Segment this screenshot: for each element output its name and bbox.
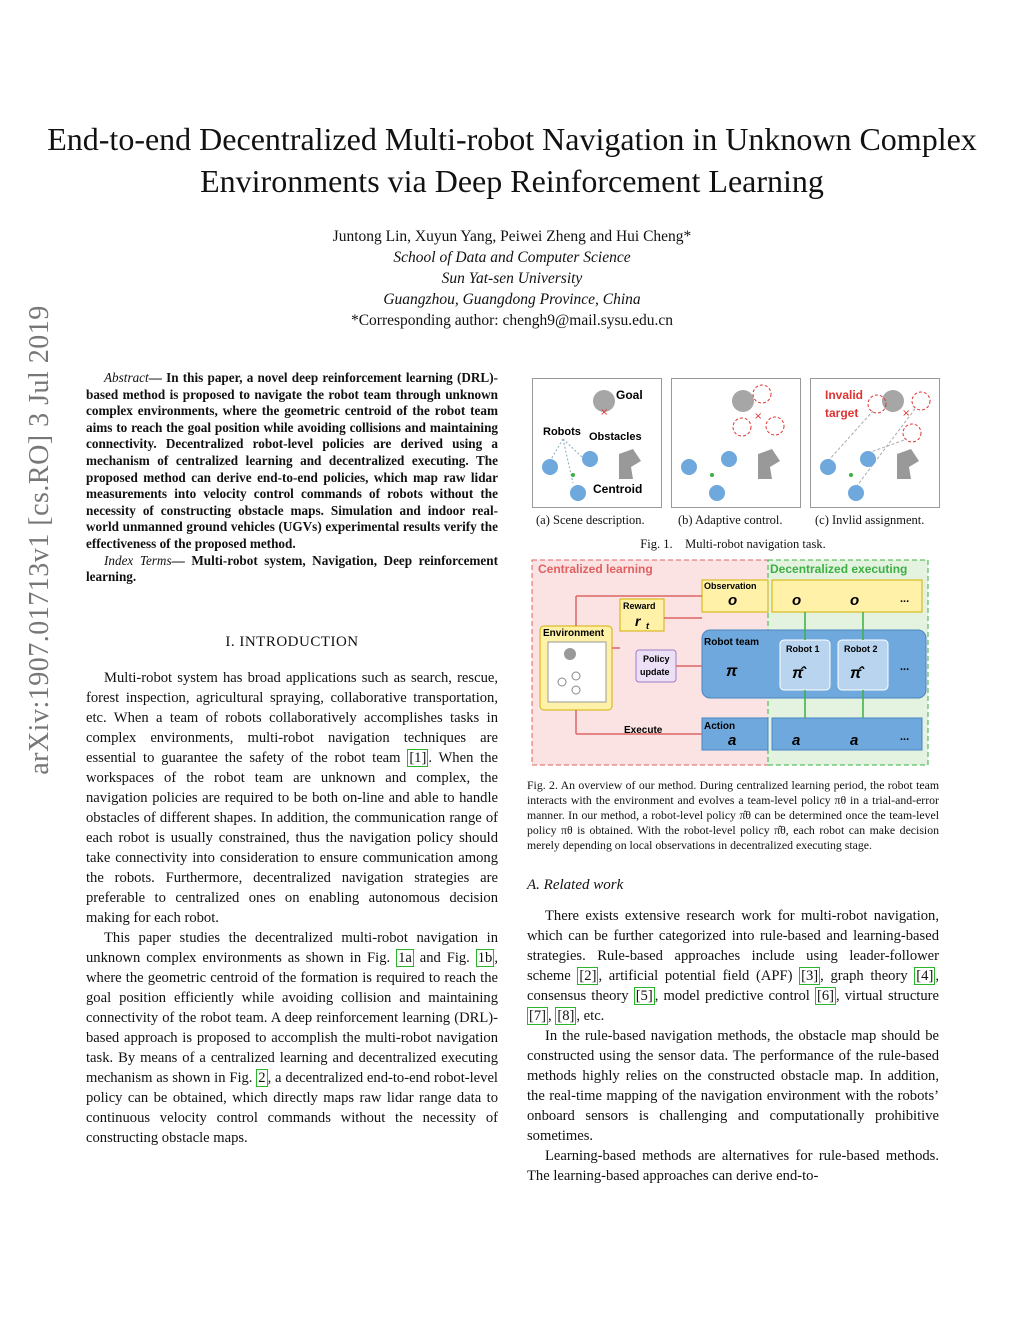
fig1-panel-b xyxy=(671,378,801,508)
reward-subscript: t xyxy=(646,621,649,631)
adaptive-control-diagram xyxy=(672,379,800,507)
affiliation-2: Sun Yat-sen University xyxy=(441,270,583,287)
fig1-panel-c xyxy=(810,378,940,508)
fig1-panel-a xyxy=(532,378,662,508)
intro-paragraph-2: This paper studies the decentralized multi-robot navigation in unknown complex environments as shown in Fig. 1a and Fig. 1b , where the geometric centroid of the formation is required to reach the goal position efficiently while avoiding collision and maintaining connectivity of the robot team. A deep reinforcement learning (DRL)-based approach is proposed to accomplish the multi-robot navigation task. By means of a centralized learning and decentralized executing mechanism as shown in Fig. 2 , a decentralized end-to-end robot-level policy can be obtained, which directly maps raw lidar range data to continuous velocity control commands without the necessity of constructing obstacle maps. xyxy=(86,930,498,1146)
svg-text:×: × xyxy=(754,411,763,422)
citation-link[interactable]: [3] xyxy=(801,968,819,984)
abstract xyxy=(86,370,498,586)
author-block xyxy=(40,226,984,331)
obstacles-label: Obstacles xyxy=(589,431,642,443)
execute-label: Execute xyxy=(624,725,663,736)
reward-label: Reward xyxy=(623,601,656,611)
figure-link[interactable]: 1b xyxy=(477,950,493,966)
robot-marker xyxy=(570,485,586,501)
citation-link[interactable]: [7] xyxy=(529,1008,547,1024)
target-label: target xyxy=(825,406,859,420)
decentralized-label: Decentralized executing xyxy=(770,562,908,576)
svg-text:a: a xyxy=(792,732,801,749)
citation-link[interactable]: [4] xyxy=(916,968,934,984)
fig2-diagram xyxy=(530,558,930,768)
figure-link[interactable]: 2 xyxy=(258,1070,266,1086)
svg-text:×: × xyxy=(600,407,609,418)
robot1-label: Robot 1 xyxy=(786,644,820,654)
svg-text:π̂: π̂ xyxy=(792,665,804,682)
policy-update-label: Policy xyxy=(643,654,670,664)
fig2-caption: Fig. 2. An overview of our method. During centralized learning period, the robot team interacts with the environment and evolves a team-level policy πθ in a trial-and-error manner. In our method, a robot-level policy π̂θ can be determined once the team-level policy πθ is obtained. With the robot-level policy π̂θ, each robot can make decision merely depending on local observations in decentralized executing stage. xyxy=(527,778,939,852)
fig1a-subcaption: (a) Scene description. xyxy=(536,513,645,527)
paper-title: End-to-end Decentralized Multi-robot Navigation in Unknown Complex Environments via Deep Reinforcement Learning xyxy=(47,121,977,199)
abstract-text: — In this paper, a novel deep reinforcement learning (DRL)-based method is proposed to navigate the robot team through unknown complex environments, where the geometric centroid of the robot team aims to reach the goal position while avoiding collisions and maintaining connectivity. Decentralized robot-level policies are derived using a mechanism of centralized learning and decentralized executing. The proposed method can derive end-to-end policies, which map raw lidar measurements into velocity control commands of robots without the necessity of constructing obstacle maps. Simulation and indoor real-world unmanned ground vehicles (UGVs) experimental results verify the effectiveness of the proposed method. xyxy=(86,370,498,551)
svg-text:a: a xyxy=(728,732,737,749)
figure-link[interactable]: 1a xyxy=(398,950,412,966)
reward-symbol: r xyxy=(635,613,641,629)
citation-link[interactable]: [8] xyxy=(557,1008,575,1024)
citation-link[interactable]: [5] xyxy=(635,988,653,1004)
fig1-caption: Fig. 1. Multi-robot navigation task. xyxy=(640,537,826,551)
action-label: Action xyxy=(704,721,736,732)
index-terms-label: Index Terms xyxy=(104,552,172,568)
ellipsis: ... xyxy=(900,593,910,605)
svg-text:...: ... xyxy=(900,661,910,673)
centroid-label: Centroid xyxy=(593,482,643,496)
robots-label: Robots xyxy=(543,426,581,438)
arxiv-stamp xyxy=(20,140,60,940)
section-heading: I. INTRODUCTION xyxy=(225,634,359,650)
svg-text:a: a xyxy=(850,732,859,749)
fig1c-subcaption: (c) Invlid assignment. xyxy=(815,513,925,527)
intro-paragraph-1: Multi-robot system has broad applications such as search, rescue, forest inspection, agricultural spraying, collaborative transportation, etc. When a team of robots collaboratively accomplishes tasks in complex environments, multi-robot navigation techniques are essential to guarantee the safety of the robot team [1] . When the workspaces of the robot team are unknown and complex, the navigation policies are required to be both on-line and able to handle obstacles of different shapes. In addition, the communication range of each robot is usually constrained, thus the navigation policy should take connectivity into consideration to ensure communication among the robots. Furthermore, decentralized navigation strategies are preferable to centralized ones on enabling autonomous decision making for each robot. xyxy=(86,670,498,926)
svg-text:...: ... xyxy=(900,731,910,743)
affiliation-3: Guangzhou, Guangdong Province, China xyxy=(383,291,641,308)
robot2-label: Robot 2 xyxy=(844,644,878,654)
introduction-body xyxy=(86,668,498,1148)
svg-text:π: π xyxy=(726,663,738,680)
citation-link[interactable]: [1] xyxy=(409,750,427,766)
svg-text:π̂: π̂ xyxy=(850,665,862,682)
citation-link[interactable]: [6] xyxy=(816,988,834,1004)
svg-text:o: o xyxy=(728,592,738,609)
goal-label: Goal xyxy=(616,388,643,402)
robot-marker xyxy=(582,451,598,467)
authors: Juntong Lin, Xuyun Yang, Peiwei Zheng and Hui Cheng* xyxy=(332,228,692,245)
scene-description-diagram xyxy=(533,379,661,507)
arxiv-id: arXiv:1907.01713v1 [cs.RO] 3 Jul 2019 xyxy=(24,305,55,775)
related-paragraph-1: There exists extensive research work for multi-robot navigation, which can be further categorized into rule-based and learning-based strategies. Rule-based approaches include using leader-follower scheme [2] , artificial potential field (APF) [3] , graph theory [4] , consensus theory [5] , model predictive control [6] , virtual structure [7] , [8] , etc. xyxy=(527,908,939,1024)
centralized-label: Centralized learning xyxy=(538,562,653,576)
abstract-label: Abstract xyxy=(104,370,149,385)
robot-marker xyxy=(542,459,558,475)
related-work-body xyxy=(527,906,939,1186)
affiliation-1: School of Data and Computer Science xyxy=(393,249,631,266)
svg-text:o: o xyxy=(850,592,860,609)
fig1b-subcaption: (b) Adaptive control. xyxy=(678,513,783,527)
invalid-label: Invalid xyxy=(825,388,864,402)
invalid-assignment-diagram xyxy=(811,379,939,507)
citation-link[interactable]: [2] xyxy=(579,968,597,984)
robot-team-label: Robot team xyxy=(704,637,759,648)
environment-label: Environment xyxy=(543,628,605,639)
svg-text:o: o xyxy=(792,592,802,609)
related-paragraph-3: Learning-based methods are alternatives for rule-based methods. The learning-based approaches can derive end-to- xyxy=(527,1148,939,1184)
related-paragraph-2: In the rule-based navigation methods, the obstacle map should be constructed using the sensor data. The performance of the rule-based methods highly relies on the constructed obstacle map. In addition, the real-time mapping of the navigation environment with the robots’ onboard sensors is challenging and computationally prohibitive sometimes. xyxy=(527,1028,939,1144)
observation-label: Observation xyxy=(704,581,757,591)
obstacle-shape xyxy=(619,449,641,479)
index-terms-text: — Multi-robot system, Navigation, Deep reinforcement learning. xyxy=(86,552,498,585)
subsection-heading: A. Related work xyxy=(527,877,624,893)
svg-text:×: × xyxy=(902,408,911,419)
policy-update-label: update xyxy=(640,667,670,677)
corresponding-author: *Corresponding author: chengh9@mail.sysu.edu.cn xyxy=(350,312,674,329)
